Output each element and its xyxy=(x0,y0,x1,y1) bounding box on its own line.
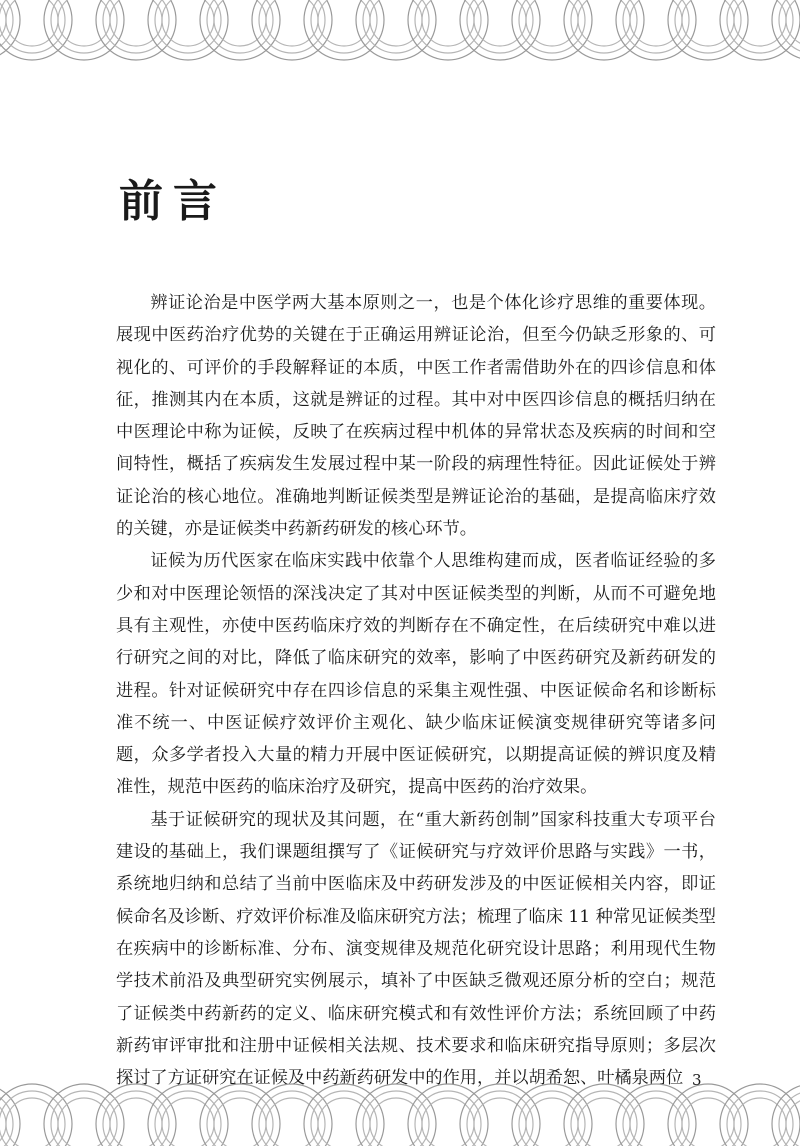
paragraph-3: 基于证候研究的现状及其问题，在“重大新药创制”国家科技重大专项平台建设的基础上，我们课题组撰写了《证候研究与疗效评价思路与实践》一书，系统地归纳和总结了当前中医临床及中药研发涉及的中医证候相关内容，即证候命名及诊断、疗效评价标准及临床研究方法；梳理了临床 11 种常见证候类型在疾病中的诊断标准、分布、演变规律及规范化研究设计思路；利用现代生物学技术前沿及典型研究实例展示，填补了中医缺乏微观还原分析的空白；规范了证候类中药新药的定义、临床研究模式和有效性评价方法；系统回顾了中药新药审评审批和注册中证候相关法规、技术要求和临床研究指导原则；多层次探讨了方证研究在证候及中药新药研发中的作用，并以胡希恕、叶橘泉两位 xyxy=(116,809,716,1089)
body-text xyxy=(116,287,716,1094)
top-decorative-arc-border xyxy=(0,0,800,80)
page-number: 3 xyxy=(692,1071,702,1089)
page-title: 前言 xyxy=(119,176,227,227)
paragraph-1: 辨证论治是中医学两大基本原则之一，也是个体化诊疗思维的重要体现。展现中医药治疗优势的关键在于正确运用辨证论治，但至今仍缺乏形象的、可视化的、可评价的手段解释证的本质，中医工作者需借助外在的四诊信息和体征，推测其内在本质，这就是辨证的过程。其中对中医四诊信息的概括归纳在中医理论中称为证候，反映了在疾病过程中机体的异常状态及疾病的时间和空间特性，概括了疾病发生发展过程中某一阶段的病理性特征。因此证候处于辨证论治的核心地位。准确地判断证候类型是辨证论治的基础，是提高临床疗效的关键，亦是证候类中药新药研发的核心环节。 xyxy=(116,293,716,540)
paragraph-2: 证候为历代医家在临床实践中依靠个人思维构建而成，医者临证经验的多少和对中医理论领悟的深浅决定了其对中医证候类型的判断，从而不可避免地具有主观性，亦使中医药临床疗效的判断存在不确定性，在后续研究中难以进行研究之间的对比，降低了临床研究的效率，影响了中医药研究及新药研发的进程。针对证候研究中存在四诊信息的采集主观性强、中医证候命名和诊断标准不统一、中医证候疗效评价主观化、缺少临床证候演变规律研究等诸多问题，众多学者投入大量的精力开展中医证候研究，以期提高证候的辨识度及精准性，规范中医药的临床治疗及研究，提高中医药的治疗效果。 xyxy=(116,551,716,798)
bottom-decorative-arc-border xyxy=(0,1062,800,1146)
